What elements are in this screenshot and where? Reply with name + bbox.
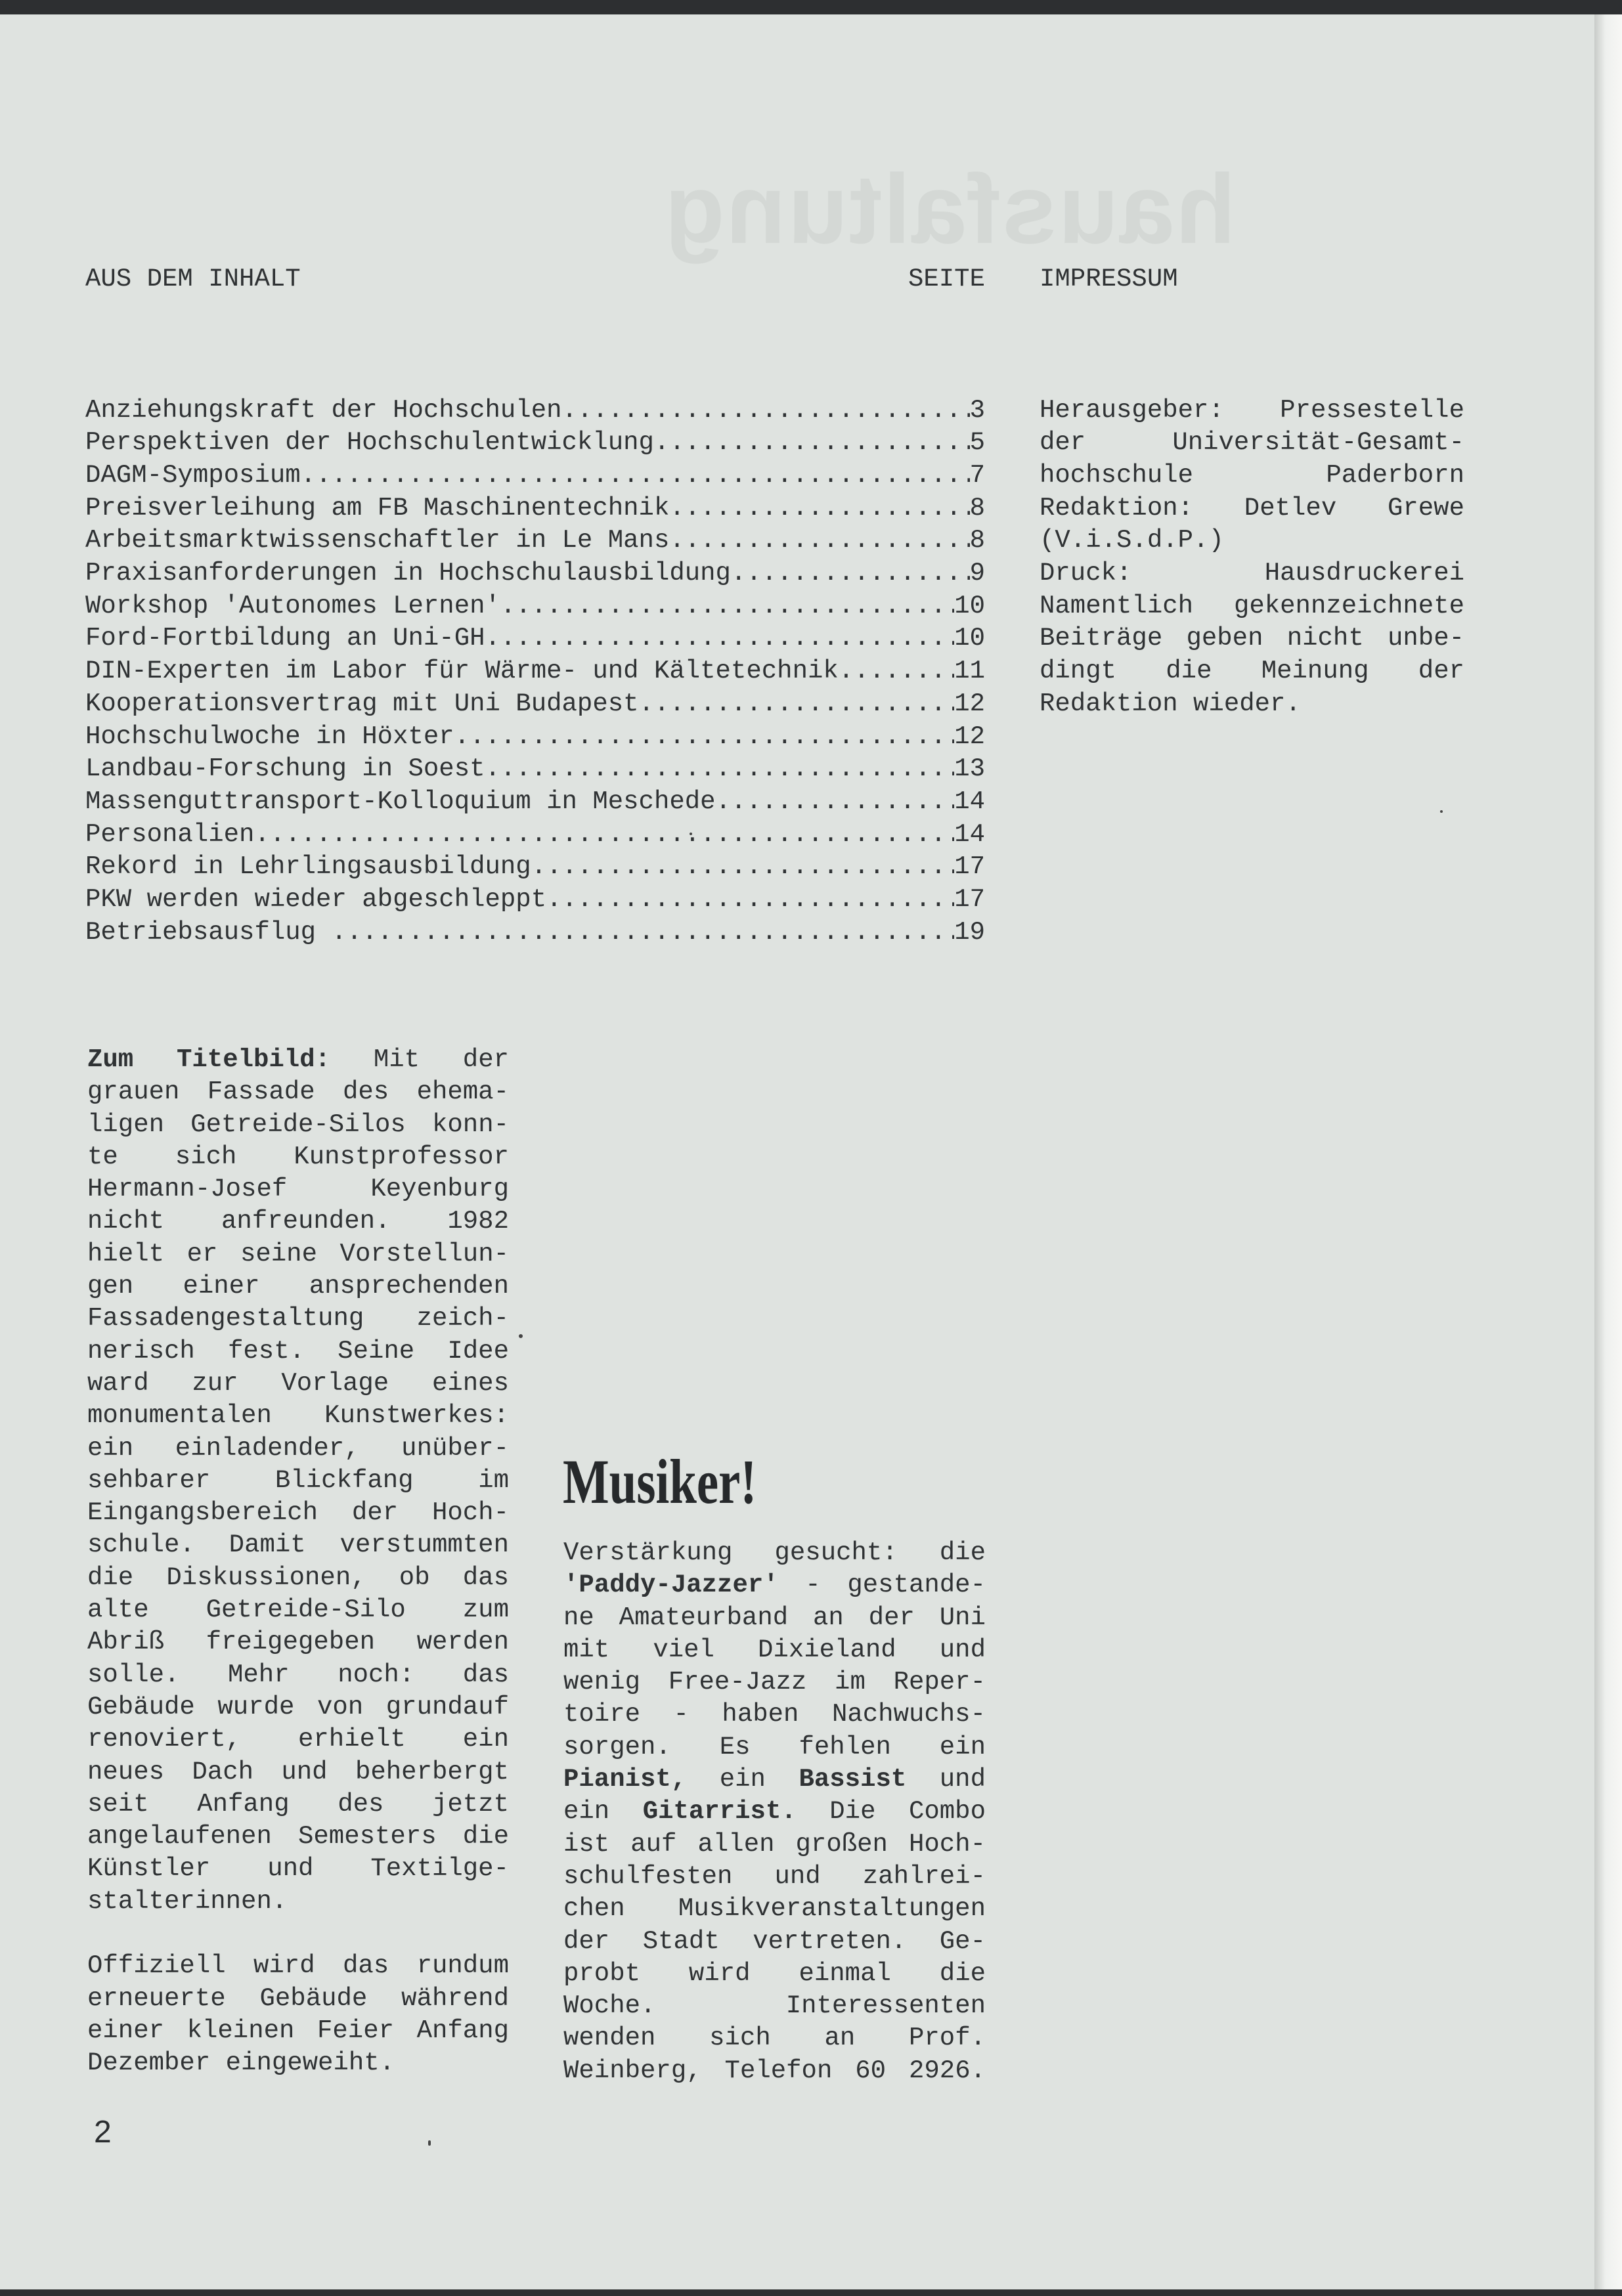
toc-item-title: Ford-Fortbildung an Uni-GH [85,624,485,653]
toc-item-title: Anziehungskraft der Hochschulen [85,395,562,425]
toc-item-page: 17 [954,852,985,882]
toc-item-title: Workshop 'Autonomes Lernen' [85,591,500,620]
toc-item [85,753,985,786]
article-line: hielt er seine Vorstellun- [87,1239,509,1268]
impressum-line: Namentlich gekennzeichnete [1040,591,1464,620]
toc-item [85,851,985,884]
article-line: Fassadengestaltung zeich- [87,1304,509,1333]
article-line: stalterinnen. [87,1886,288,1916]
article-line: sehbarer Blickfang im [87,1465,509,1495]
toc-item-title: Preisverleihung am FB Maschinentechnik [85,493,670,523]
article-line: Offiziell wird das rundum [87,1951,509,1981]
toc-item-title: Personalien [85,819,255,849]
article-line: Eingangsbereich der Hoch- [87,1498,509,1528]
toc-heading: AUS DEM INHALT [85,265,301,294]
toc-item [85,492,985,525]
toc-item [85,590,985,623]
article-line: gen einer ansprechenden [87,1272,509,1301]
article-line: Gebäude wurde von grundauf [87,1692,509,1722]
article-line: ward zur Vorlage eines [87,1368,509,1398]
toc-leader-dots [485,622,955,655]
article-line: ligen Getreide-Silos konn- [87,1110,509,1139]
binding-edge [1594,14,1622,2289]
article-line: einer kleinen Feier Anfang [87,2016,509,2045]
toc-item-title: Massenguttransport-Kolloquium in Meschede [85,787,716,816]
musiker-headline: Musiker! [563,1446,757,1517]
toc-item-title: Betriebsausflug [85,917,332,947]
toc-item [85,655,985,688]
toc-item-page: 14 [954,787,985,816]
toc-leader-dots [669,525,969,557]
toc-item-page: 19 [954,917,985,947]
article-line: alte Getreide-Silo zum [87,1595,509,1625]
speck [519,1334,523,1338]
toc-header [85,263,985,296]
article-line: ein einladender, unüber- [87,1433,509,1463]
article-line: Dezember eingeweiht. [87,2048,395,2078]
toc-item-page: 11 [954,657,985,686]
toc-leader-dots [500,590,954,623]
toc-item [85,622,985,655]
toc-item [85,786,985,819]
impressum-line: Redaktion wieder. [1040,689,1301,718]
article-line: Hermann-Josef Keyenburg [87,1175,509,1204]
toc-leader-dots [731,557,970,590]
toc-page-heading: SEITE [908,265,985,294]
toc-item [85,917,985,949]
band-name: 'Paddy-Jazzer' [563,1570,779,1600]
toc-item-page: 17 [954,885,985,915]
toc-leader-dots [546,884,954,917]
toc-leader-dots [485,753,955,786]
article-line: renoviert, erhielt ein [87,1725,509,1754]
impressum-heading: IMPRESSUM [1040,265,1178,294]
toc-leader-dots [531,851,954,884]
toc-item-title: Perspektiven der Hochschulentwicklung [85,428,654,458]
toc-item-page: 8 [969,526,985,555]
toc-item-page: 7 [969,460,985,490]
musiker-article: Verstärkung gesucht: die 'Paddy-Jazzer' - gestande- ne Amateurband an der Uni mit viel Dixieland und wenig Free-Jazz im Reper- toire - haben Nachwuchs- sorgen. Es fehlen ein Pianist, ein Bassist und ein Gitarrist. Die Combo ist auf allen großen Hoch- schulfesten und zahlrei- chen Musikveranstaltungen der Stadt vertreten. Ge- probt wird einmal die Woche. Interessenten wenden sich an Prof. Weinberg, Telefon 60 2926. [563,1538,986,2085]
toc-leader-dots [454,721,954,754]
toc-leader-dots [562,395,970,427]
article-line: te sich Kunstprofessor [87,1142,509,1171]
impressum-line: Herausgeber: Pressestelle [1040,395,1464,425]
article-line: schule. Damit verstummten [87,1530,509,1560]
toc-item [85,819,985,852]
bleed-through-decoration: hausfaltung [663,154,1236,264]
speck [690,833,692,835]
toc-leader-dots [301,460,970,492]
article-line: solle. Mehr noch: das [87,1660,509,1689]
toc-item-title: PKW werden wieder abgeschleppt [85,885,547,915]
impressum-text [1040,395,1464,721]
article-line: die Diskussionen, ob das [87,1563,509,1592]
toc-leader-dots [331,917,954,949]
toc-item [85,460,985,492]
titelbild-body [87,1076,509,1885]
titelbild-label: Zum Titelbild: [87,1045,331,1074]
toc-item [85,525,985,557]
toc-item-page: 10 [954,624,985,653]
toc-leader-dots [839,655,954,688]
toc-item [85,395,985,427]
page-number: 2 [94,2115,112,2150]
toc-item-title: Rekord in Lehrlingsausbildung [85,852,531,882]
toc-item-title: Praxisanforderungen in Hochschulausbildung [85,559,731,588]
impressum-line: Beiträge geben nicht unbe- [1040,624,1464,653]
toc-leader-dots [639,688,955,721]
toc-item-title: DAGM-Symposium [85,460,301,490]
article-line: monumentalen Kunstwerkes: [87,1401,509,1431]
article-line: angelaufenen Semesters die [87,1822,509,1852]
article-line: nicht anfreunden. 1982 [87,1207,509,1236]
impressum [1040,198,1464,786]
toc-item-title: Kooperationsvertrag mit Uni Budapest [85,689,639,718]
toc-item-page: 3 [969,395,985,425]
toc-item-title: Hochschulwoche in Höxter [85,722,454,751]
impressum-line: Redaktion: Detlev Grewe [1040,493,1464,523]
toc-item-page: 5 [969,428,985,458]
impressum-line: hochschule Paderborn [1040,460,1464,490]
impressum-line: Druck: Hausdruckerei [1040,559,1464,588]
table-of-contents [85,198,985,1014]
article-line: grauen Fassade des ehema- [87,1077,509,1107]
toc-leader-dots [254,819,954,852]
article-line: erneuerte Gebäude während [87,1983,509,2013]
toc-item-page: 14 [954,819,985,849]
titelbild-article [87,1044,509,2080]
impressum-line: der Universität-Gesamt- [1040,428,1464,458]
toc-item [85,427,985,460]
toc-list [85,395,985,949]
toc-item [85,884,985,917]
toc-item-page: 10 [954,591,985,620]
toc-item-page: 9 [969,559,985,588]
toc-item-page: 8 [969,493,985,523]
toc-item-page: 13 [954,754,985,784]
article-line: seit Anfang des jetzt [87,1789,509,1819]
speck [1440,810,1443,813]
impressum-line: (V.i.S.d.P.) [1040,526,1224,555]
toc-leader-dots [716,786,955,819]
article-line: Zum Titelbild: Mit der [87,1045,510,1074]
article-line: Künstler und Textilge- [87,1854,509,1884]
titelbild-body-2 [87,1950,509,2047]
toc-item [85,688,985,721]
speck [428,2140,431,2146]
toc-item-page: 12 [954,722,985,751]
toc-item-title: Arbeitsmarktwissenschaftler in Le Mans [85,526,670,555]
toc-item-title: Landbau-Forschung in Soest [85,754,485,784]
article-line: neues Dach und beherbergt [87,1757,509,1787]
impressum-line: dingt die Meinung der [1040,657,1464,686]
article-line: Abriß freigegeben werden [87,1628,509,1657]
toc-item-title: DIN-Experten im Labor für Wärme- und Kältetechnik [85,657,839,686]
article-line: nerisch fest. Seine Idee [87,1336,509,1366]
toc-leader-dots [654,427,970,460]
page [0,14,1594,2289]
toc-item [85,721,985,754]
toc-item [85,557,985,590]
toc-item-page: 12 [954,689,985,718]
toc-leader-dots [669,492,969,525]
